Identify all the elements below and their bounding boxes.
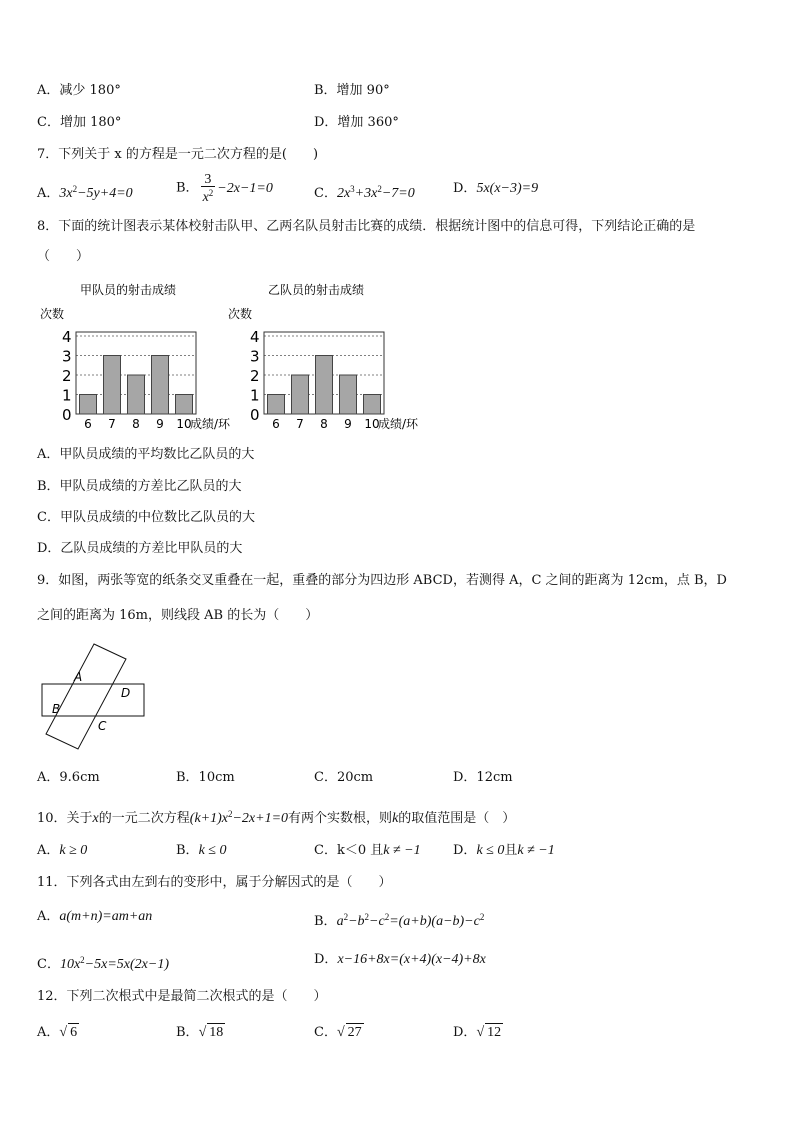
q8-option-c: C．甲队员成绩的中位数比乙队员的大 [37, 510, 255, 525]
q11-option-c: C．$10x^2-5x=5x(2x-1)$ [37, 955, 169, 972]
q8-option-b: B．甲队员成绩的方差比乙队员的大 [37, 479, 242, 494]
q11-option-a: A．a(m+n)=am+an [37, 909, 153, 924]
q6-option-b: B．增加 90° [314, 83, 390, 98]
yi-title: 乙队员的射击成绩 [268, 283, 365, 297]
yi-ytick: 4 [250, 328, 260, 346]
q12-stem: 12．下列二次根式中是最简二次根式的是（ ） [37, 989, 327, 1004]
jia-xtick: 6 [84, 417, 92, 430]
jia-bar-9 [152, 356, 169, 415]
q9-figure [38, 640, 168, 750]
chart-yi [224, 278, 424, 430]
q7-stem: 7．下列关于 x 的方程是一元二次方程的是( ) [37, 147, 319, 162]
yi-xtick: 8 [320, 417, 328, 430]
q9-option-d: D．12cm [453, 770, 513, 785]
q9-option-b: B．10cm [176, 770, 235, 785]
yi-ytick: 2 [250, 367, 260, 385]
jia-ytick: 3 [62, 347, 72, 366]
q10-stem: 10．关于x的一元二次方程$(k+1)x^2-2x+1=0$有两个实数根，则k的取值范围是（ ） [37, 809, 516, 826]
yi-xtick: 6 [272, 417, 280, 430]
q8-option-a: A．甲队员成绩的平均数比乙队员的大 [37, 447, 255, 462]
q6-option-c: C．增加 180° [37, 115, 122, 130]
yi-xtick: 7 [296, 417, 304, 430]
yi-bar-6 [268, 395, 285, 415]
jia-xlabel: 成绩/环 [190, 417, 231, 430]
label-c: C [98, 719, 107, 733]
yi-ylabel: 次数 [228, 307, 253, 321]
q9-option-c: C．20cm [314, 770, 374, 785]
yi-bar-10 [364, 395, 381, 415]
q12-option-b: B．√ 18 [176, 1025, 224, 1040]
q8-stem-line2: （ ） [37, 249, 90, 264]
label-a: A [74, 670, 83, 684]
q7-option-c: C．$2x^3+3x^2-7=0$ [314, 184, 415, 201]
q9-stem-line1: 9．如图，两张等宽的纸条交叉重叠在一起，重叠的部分为四边形 ABCD，若测得 A，C 之间的距离为 12cm，点 B，D [37, 573, 727, 588]
yi-bar-8 [316, 356, 333, 415]
jia-xtick: 10 [176, 417, 192, 430]
q8-stem-line1: 8．下面的统计图表示某体校射击队甲、乙两名队员射击比赛的成绩．根据统计图中的信息可得，下列结论正确的是 [37, 219, 696, 234]
jia-bar-10 [176, 395, 193, 415]
jia-bar-7 [104, 356, 121, 415]
q7-option-b: B． $\frac{3}{x^2}$ −2x−1=0 [176, 172, 273, 205]
q7-option-d: D．5x(x−3)=9 [453, 181, 539, 196]
q11-option-b: B．$a^2-b^2-c^2=(a+b)(a-b)-c^2$ [314, 912, 485, 929]
jia-title: 甲队员的射击成绩 [80, 283, 177, 297]
yi-xtick: 10 [364, 417, 380, 430]
q12-option-a: A．√ 6 [37, 1025, 78, 1040]
yi-xlabel: 成绩/环 [378, 417, 419, 430]
jia-ytick: 0 [62, 406, 72, 424]
q10-option-c: C．k＜0 且k ≠ −1 [314, 843, 421, 858]
q10-option-a: A．k ≥ 0 [37, 843, 88, 858]
q6-option-a: A．减少 180° [37, 83, 121, 98]
yi-xtick: 9 [344, 417, 352, 430]
jia-bar-6 [80, 395, 97, 415]
jia-xtick: 9 [156, 417, 164, 430]
q8-option-d: D．乙队员成绩的方差比甲队员的大 [37, 541, 243, 556]
q11-stem: 11．下列各式由左到右的变形中，属于分解因式的是（ ） [37, 875, 392, 890]
chart-jia [36, 278, 232, 430]
yi-ytick: 1 [250, 386, 260, 405]
yi-ytick: 0 [250, 406, 260, 424]
jia-ytick: 2 [62, 367, 72, 385]
jia-xtick: 7 [108, 417, 116, 430]
jia-ytick: 1 [62, 386, 72, 405]
jia-bar-8 [128, 375, 145, 414]
yi-bar-7 [292, 375, 309, 414]
yi-ytick: 3 [250, 347, 260, 366]
yi-bar-9 [340, 375, 357, 414]
q7-option-a: A．$3x^2-5y+4=0$ [37, 184, 133, 201]
q11-option-d: D．x−16+8x=(x+4)(x−4)+8x [314, 952, 486, 967]
q9-option-a: A．9.6cm [37, 770, 100, 785]
q10-option-d: D．k ≤ 0且k ≠ −1 [453, 843, 555, 858]
jia-ytick: 4 [62, 328, 72, 346]
slanted-strip [46, 644, 126, 749]
jia-xtick: 8 [132, 417, 140, 430]
label-b: B [52, 702, 61, 716]
q10-option-b: B．k ≤ 0 [176, 843, 227, 858]
q6-option-d: D．增加 360° [314, 115, 399, 130]
jia-ylabel: 次数 [40, 307, 65, 321]
q12-option-d: D．√ 12 [453, 1025, 502, 1040]
q9-stem-line2: 之间的距离为 16m，则线段 AB 的长为（ ） [37, 608, 319, 623]
label-d: D [121, 686, 131, 700]
q12-option-c: C．√ 27 [314, 1025, 362, 1040]
